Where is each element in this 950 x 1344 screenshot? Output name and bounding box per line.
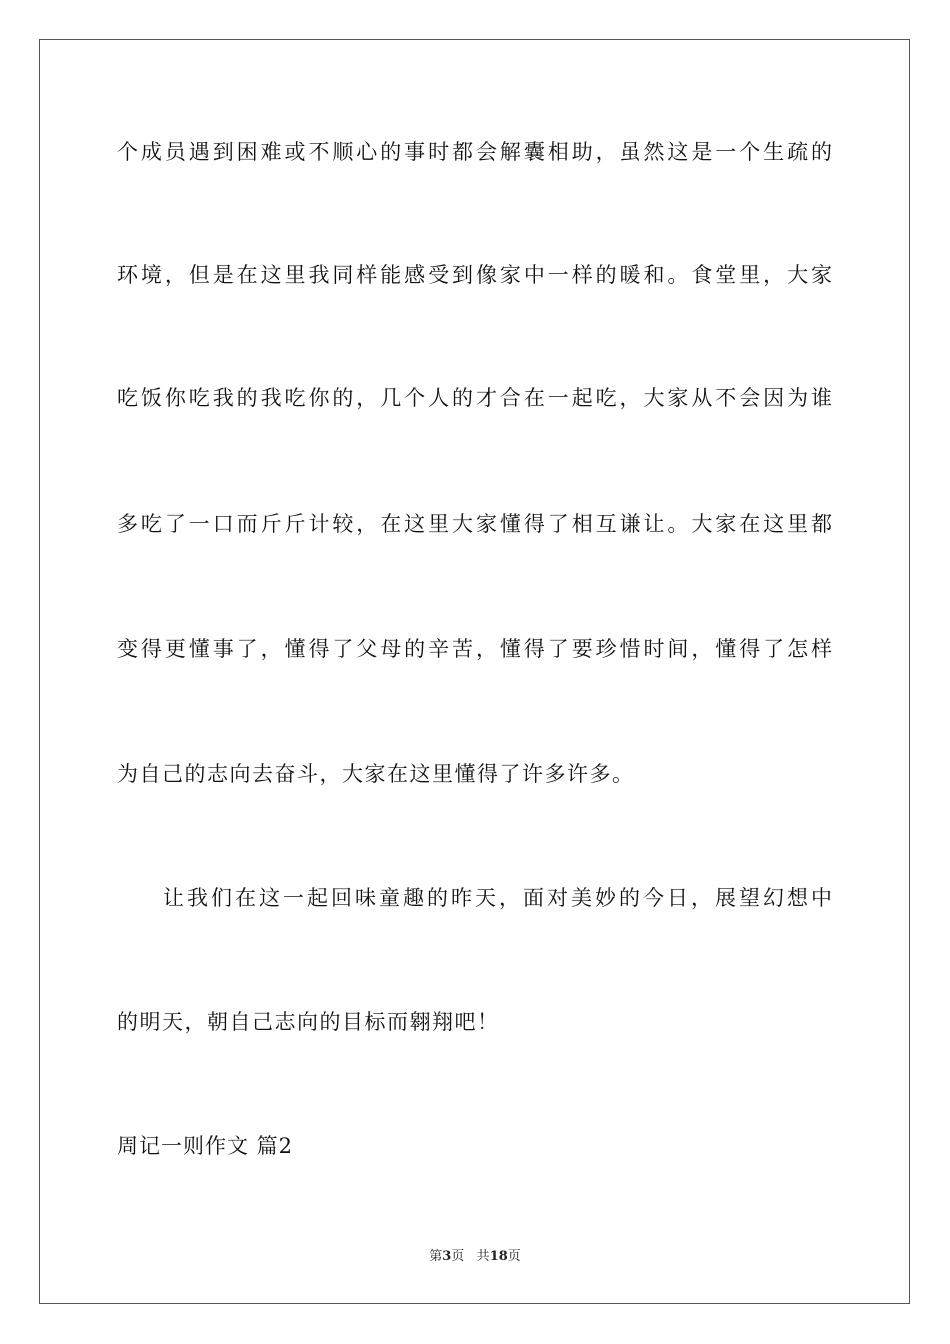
footer-page-suffix: 页	[451, 1249, 465, 1264]
footer-page-prefix: 第	[429, 1249, 443, 1264]
body-line-4: 多吃了一口而斤斤计较，在这里大家懂得了相互谦让。大家在这里都	[117, 512, 832, 536]
footer-total-pages: 18	[489, 1249, 508, 1264]
footer-page-number: 3	[442, 1249, 452, 1264]
body-line-3: 吃饭你吃我的我吃你的，几个人的才合在一起吃，大家从不会因为谁	[117, 386, 832, 410]
footer-total-suffix: 页	[507, 1249, 521, 1264]
page-frame	[39, 39, 910, 1304]
body-line-1: 个成员遇到困难或不顺心的事时都会解囊相助，虽然这是一个生疏的	[117, 140, 832, 164]
closing-line-1: 让我们在这一起回味童趣的昨天，面对美妙的今日，展望幻想中	[163, 886, 832, 910]
page-footer	[0, 1248, 950, 1266]
body-line-5: 变得更懂事了，懂得了父母的辛苦，懂得了要珍惜时间，懂得了怎样	[117, 637, 832, 661]
body-line-6: 为自己的志向去奋斗，大家在这里懂得了许多许多。	[117, 762, 635, 786]
footer-total-prefix: 共	[476, 1249, 490, 1264]
closing-line-2: 的明天，朝自己志向的目标而翱翔吧！	[117, 1010, 500, 1034]
section-heading: 周记一则作文 篇2	[117, 1134, 294, 1158]
body-line-2: 环境，但是在这里我同样能感受到像家中一样的暖和。食堂里，大家	[117, 263, 832, 287]
